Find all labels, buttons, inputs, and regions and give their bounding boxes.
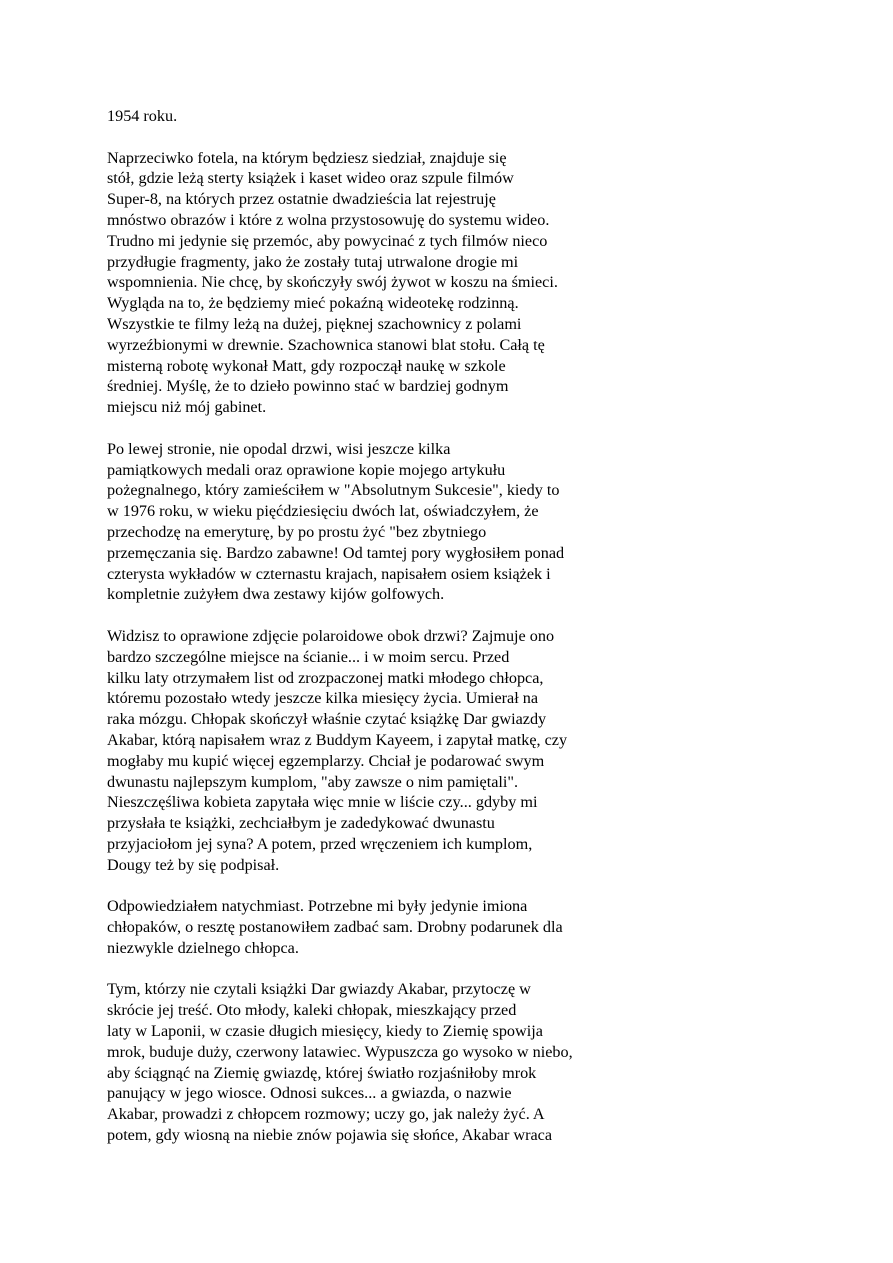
text-line: kompletnie zużyłem dwa zestawy kijów golfowych. — [107, 585, 445, 604]
text-line: mnóstwo obrazów i które z wolna przystosowuję do systemu wideo. — [107, 210, 550, 229]
text-line: średniej. Myślę, że to dzieło powinno stać w bardziej godnym — [107, 377, 509, 396]
text-line: któremu pozostało wtedy jeszcze kilka miesięcy życia. Umierał na — [107, 689, 539, 708]
text-line: bardzo szczególne miejsce na ścianie... i w moim sercu. Przed — [107, 647, 510, 666]
text-line: niezwykle dzielnego chłopca. — [107, 938, 299, 957]
text-line: dwunastu najlepszym kumplom, "aby zawsze o nim pamiętali". — [107, 772, 519, 791]
text-line: Akabar, prowadzi z chłopcem rozmowy; uczy go, jak należy żyć. A — [107, 1105, 545, 1124]
text-line: Widzisz to oprawione zdjęcie polaroidowe obok drzwi? Zajmuje ono — [107, 626, 555, 645]
text-line: wspomnienia. Nie chcę, by skończyły swój żywot w koszu na śmieci. — [107, 273, 558, 292]
paragraph — [107, 439, 647, 605]
text-line: Wszystkie te filmy leżą na dużej, pięknej szachownicy z polami — [107, 314, 522, 333]
text-line: pamiątkowych medali oraz oprawione kopie mojego artykułu — [107, 460, 506, 479]
text-line: przemęczania się. Bardzo zabawne! Od tamtej pory wygłosiłem ponad — [107, 543, 565, 562]
text-line: raka mózgu. Chłopak skończył właśnie czytać książkę Dar gwiazdy — [107, 710, 547, 729]
text-line: Tym, którzy nie czytali książki Dar gwiazdy Akabar, przytoczę w — [107, 980, 531, 999]
text-line: mogłaby mu kupić więcej egzemplarzy. Chciał je podarować swym — [107, 751, 545, 770]
text-line: przechodzę na emeryturę, by po prostu żyć "bez zbytniego — [107, 522, 487, 541]
text-line: Odpowiedziałem natychmiast. Potrzebne mi były jedynie imiona — [107, 897, 528, 916]
text-line: czterysta wykładów w czternastu krajach, napisałem osiem książek i — [107, 564, 551, 583]
text-line: Dougy też by się podpisał. — [107, 855, 280, 874]
text-line: potem, gdy wiosną na niebie znów pojawia się słońce, Akabar wraca — [107, 1126, 553, 1145]
text-line: przyjaciołom jej syna? A potem, przed wręczeniem ich kumplom, — [107, 834, 533, 853]
text-line: kilku laty otrzymałem list od zrozpaczonej matki młodego chłopca, — [107, 668, 544, 687]
text-line: wyrzeźbionymi w drewnie. Szachownica stanowi blat stołu. Całą tę — [107, 335, 545, 354]
text-line: przydługie fragmenty, jako że zostały tutaj utrwalone drogie mi — [107, 252, 519, 271]
text-line: przysłała te książki, zechciałbym je zadedykować dwunastu — [107, 814, 495, 833]
text-line: 1954 roku. — [107, 107, 178, 125]
text-line: aby ściągnąć na Ziemię gwiazdę, której światło rozjaśniłoby mrok — [107, 1063, 537, 1082]
text-line: Trudno mi jedynie się przemóc, aby powycinać z tych filmów nieco — [107, 231, 548, 250]
document-body — [107, 106, 647, 1167]
paragraph — [107, 626, 647, 876]
text-line: Po lewej stronie, nie opodal drzwi, wisi jeszcze kilka — [107, 439, 451, 458]
text-line: mrok, buduje duży, czerwony latawiec. Wypuszcza go wysoko w niebo, — [107, 1042, 573, 1061]
paragraph — [107, 148, 647, 418]
text-line: miejscu niż mój gabinet. — [107, 398, 267, 417]
text-line: laty w Laponii, w czasie długich miesięcy, kiedy to Ziemię spowija — [107, 1022, 543, 1041]
text-line: misterną robotę wykonał Matt, gdy rozpoczął naukę w szkole — [107, 356, 506, 375]
paragraph — [107, 979, 647, 1145]
text-line: Super-8, na których przez ostatnie dwadzieścia lat rejestruję — [107, 190, 496, 209]
text-line: Wygląda na to, że będziemy mieć pokaźną wideotekę rodzinną. — [107, 294, 519, 313]
paragraph — [107, 896, 647, 958]
text-line: pożegnalnego, który zamieściłem w "Absolutnym Sukcesie", kiedy to — [107, 481, 560, 500]
text-line: Akabar, którą napisałem wraz z Buddym Kayeem, i zapytał matkę, czy — [107, 730, 568, 749]
text-line: stół, gdzie leżą sterty książek i kaset wideo oraz szpule filmów — [107, 169, 514, 188]
paragraph — [107, 106, 647, 127]
text-line: skrócie jej treść. Oto młody, kaleki chłopak, mieszkający przed — [107, 1001, 517, 1020]
text-line: panujący w jego wiosce. Odnosi sukces... a gwiazda, o nazwie — [107, 1084, 512, 1103]
text-line: Naprzeciwko fotela, na którym będziesz siedział, znajduje się — [107, 148, 507, 167]
text-line: w 1976 roku, w wieku pięćdziesięciu dwóch lat, oświadczyłem, że — [107, 502, 539, 521]
text-line: Nieszczęśliwa kobieta zapytała więc mnie w liście czy... gdyby mi — [107, 793, 538, 812]
text-line: chłopaków, o resztę postanowiłem zadbać sam. Drobny podarunek dla — [107, 918, 563, 937]
